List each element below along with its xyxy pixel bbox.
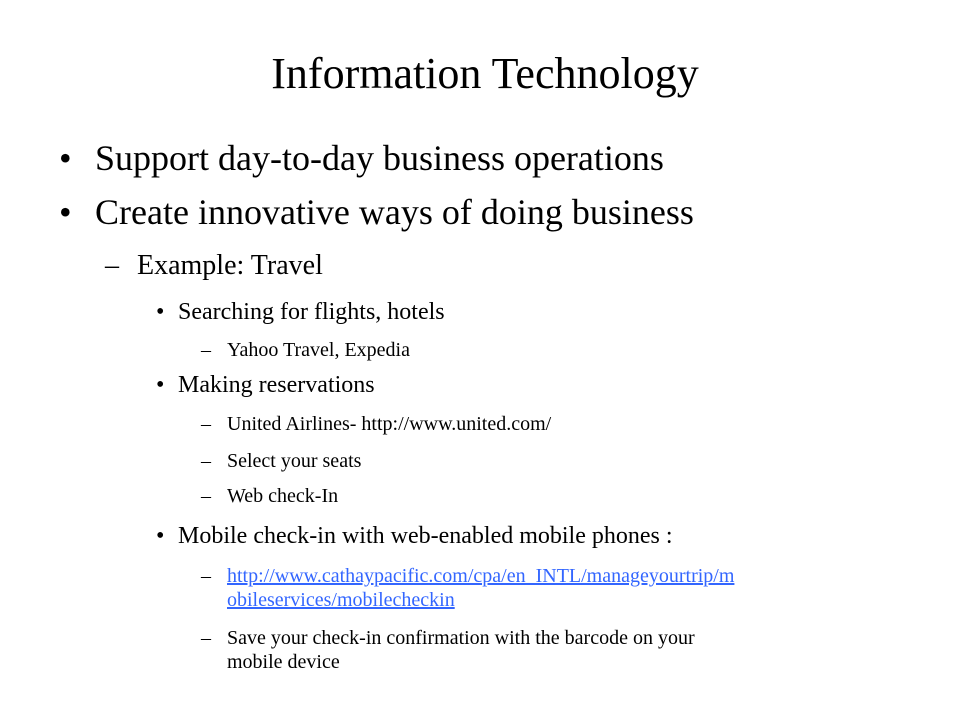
dash-icon: – (201, 450, 211, 472)
bullet-innovative-ways (59, 190, 694, 234)
bullet-text: Create innovative ways of doing business (95, 192, 694, 232)
sub-web-checkin (201, 484, 339, 508)
dash-icon: – (105, 250, 119, 281)
dash-icon: – (201, 413, 211, 435)
sub-save-confirmation-cont (227, 650, 340, 674)
dash-icon: – (201, 339, 211, 361)
dash-icon: – (201, 485, 211, 507)
sub-example-travel (105, 248, 323, 284)
bullet-support-operations (59, 136, 664, 180)
sub-cathay-link-cont (227, 588, 455, 612)
item-text: Searching for flights, hotels (178, 299, 445, 325)
sub-text: United Airlines- http://www.united.com/ (227, 413, 552, 435)
bullet-icon: • (59, 192, 72, 232)
sub-text: Example: Travel (137, 250, 323, 281)
sub-text-cont: mobile device (227, 651, 340, 673)
cathay-checkin-link[interactable]: http://www.cathaypacific.com/cpa/en_INTL/manageyourtrip/m (227, 565, 735, 587)
dash-icon: – (201, 565, 211, 587)
sub-save-confirmation (201, 626, 695, 650)
slide-title: Information Technology (271, 49, 699, 98)
sub-cathay-link (201, 564, 735, 588)
bullet-icon: • (156, 523, 165, 549)
cathay-checkin-link-cont[interactable]: obileservices/mobilecheckin (227, 589, 455, 611)
sub-text: Web check-In (227, 485, 339, 507)
bullet-text: Support day-to-day business operations (95, 138, 664, 178)
bullet-icon: • (156, 372, 165, 398)
sub-text: Select your seats (227, 450, 362, 472)
sub-united-airlines (201, 412, 552, 436)
item-text: Making reservations (178, 372, 375, 398)
item-text: Mobile check-in with web-enabled mobile phones : (178, 523, 673, 549)
dash-icon: – (201, 627, 211, 649)
sub-select-seats (201, 449, 362, 473)
item-reservations (156, 370, 375, 400)
item-searching (156, 297, 445, 327)
bullet-icon: • (59, 138, 72, 178)
bullet-icon: • (156, 299, 165, 325)
sub-text: Yahoo Travel, Expedia (227, 339, 410, 361)
sub-yahoo-expedia (201, 338, 410, 362)
item-mobile-checkin (156, 521, 673, 551)
sub-text: Save your check-in confirmation with the barcode on your (227, 627, 695, 649)
